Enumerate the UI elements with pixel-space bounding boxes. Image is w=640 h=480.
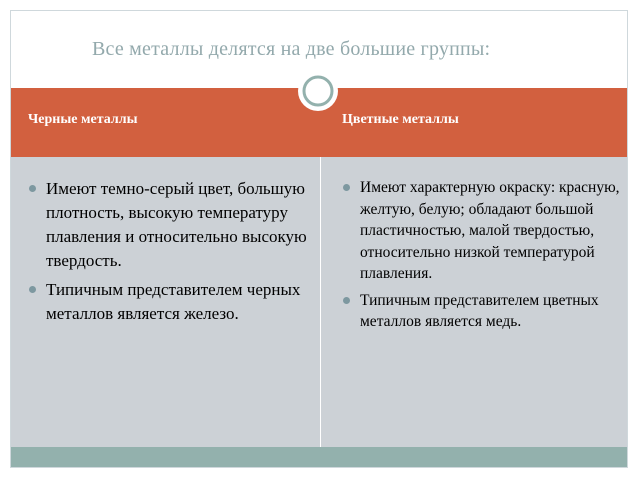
circle-ornament-icon — [297, 70, 339, 112]
ferrous-metals-cell — [29, 177, 314, 331]
header-nonferrous-metals: Цветные металлы — [342, 112, 459, 127]
slide-title: Все металлы делятся на две большие группы: — [92, 38, 491, 60]
list-item — [343, 290, 621, 333]
table-body-row — [11, 157, 627, 447]
bullet-icon — [29, 286, 36, 293]
list-item — [29, 278, 314, 326]
header-ferrous-metals: Черные металлы — [28, 112, 138, 127]
table-footer-row — [11, 447, 627, 467]
nonferrous-metals-cell — [343, 177, 621, 338]
list-item — [343, 177, 621, 285]
ferrous-example: Типичным представителем черных металлов является железо. — [46, 280, 301, 323]
nonferrous-example: Типичным представителем цветных металлов является медь. — [360, 291, 599, 330]
column-divider — [320, 157, 321, 447]
ferrous-description: Имеют темно-серый цвет, большую плотность, высокую температуру плавления и относительно высокую твердость. — [46, 179, 307, 270]
nonferrous-description: Имеют характерную окраску: красную, желтую, белую; обладают большой пластичностью, малой твердостью, относительно низкой температурой плавления. — [360, 179, 620, 282]
bullet-icon — [343, 297, 350, 304]
bullet-icon — [29, 185, 36, 192]
list-item — [29, 177, 314, 273]
bullet-icon — [343, 184, 350, 191]
